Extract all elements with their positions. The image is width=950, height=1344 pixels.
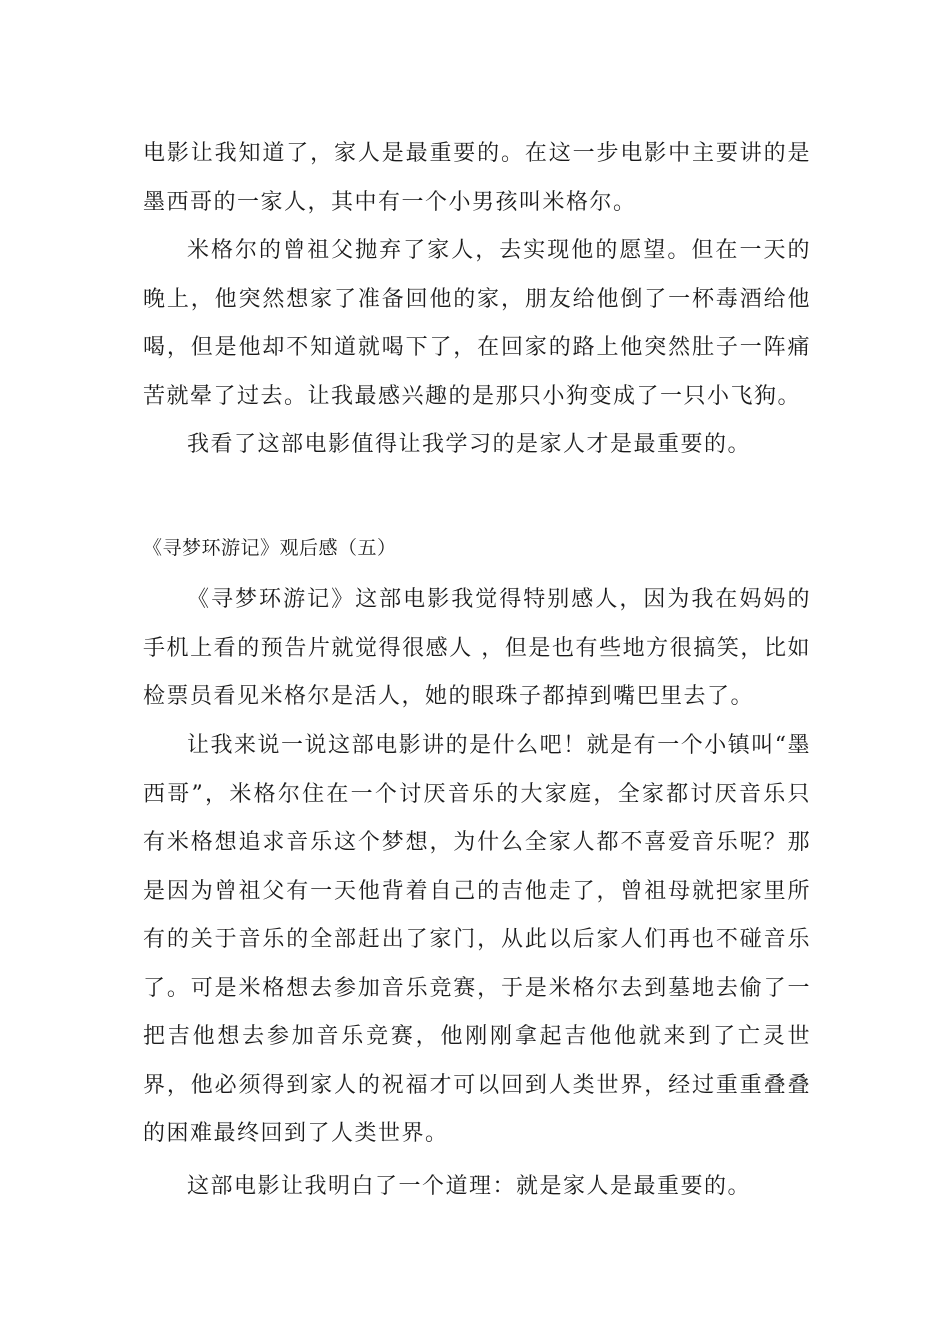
body-paragraph-plot: 让我来说一说这部电影讲的是什么吧！就是有一个小镇叫“墨西哥”，米格尔住在一个讨厌音乐的大家庭，全家都讨厌音乐只有米格想追求音乐这个梦想，为什么全家人都不喜爱音乐呢？那是因为曾祖父有一天他背着自己的吉他走了，曾祖母就把家里所有的关于音乐的全部赶出了家门，从此以后家人们再也不碰音乐了。可是米格想去参加音乐竞赛，于是米格尔去到墓地去偷了一把吉他想去参加音乐竞赛，他刚刚拿起吉他他就来到了亡灵世界，他必须得到家人的祝福才可以回到人类世界，经过重重叠叠的困难最终回到了人类世界。 [143, 733, 811, 1146]
body-paragraph-intro: 电影让我知道了，家人是最重要的。在这一步电影中主要讲的是墨西哥的一家人，其中有一个小男孩叫米格尔。 [143, 141, 811, 215]
body-paragraph-impression: 《寻梦环游记》这部电影我觉得特别感人，因为我在妈妈的手机上看的预告片就觉得很感人 ，但是也有些地方很搞笑，比如检票员看见米格尔是活人，她的眼珠子都掉到嘴巴里去了。 [143, 587, 811, 709]
body-paragraph-lesson: 我看了这部电影值得让我学习的是家人才是最重要的。 [187, 432, 752, 457]
body-paragraph-conclusion: 这部电影让我明白了一个道理：就是家人是最重要的。 [187, 1174, 752, 1199]
section-title: 《寻梦环游记》观后感（五） [143, 537, 397, 559]
body-paragraph-story: 米格尔的曾祖父抛弃了家人，去实现他的愿望。但在一天的晚上，他突然想家了准备回他的家，朋友给他倒了一杯毒酒给他喝，但是他却不知道就喝下了，在回家的路上他突然肚子一阵痛苦就晕了过去。让我最感兴趣的是那只小狗变成了一只小飞狗。 [143, 238, 811, 409]
